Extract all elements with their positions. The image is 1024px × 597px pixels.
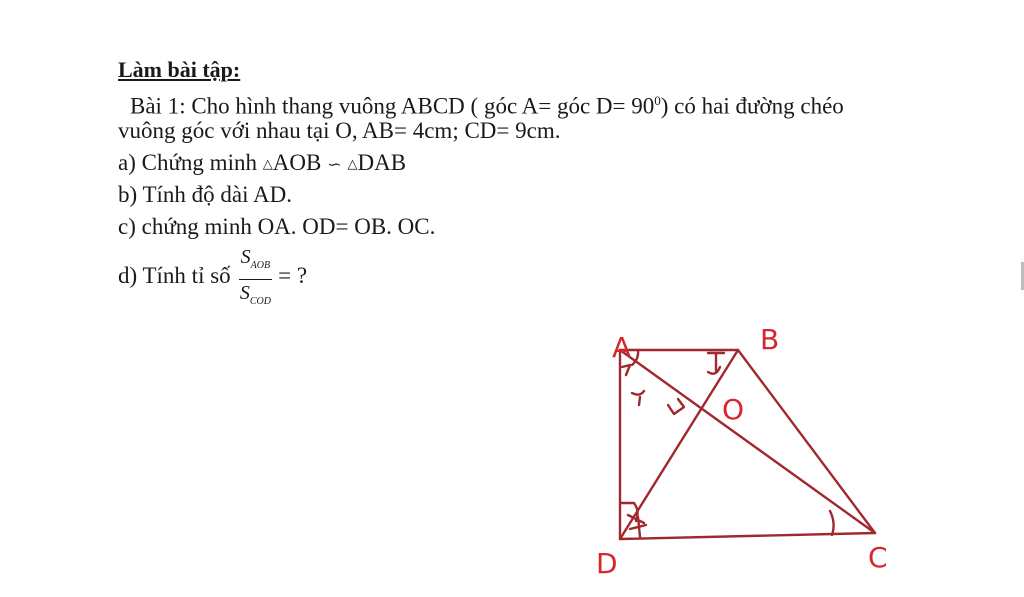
problem-text-1-end: ) có hai đường chéo	[660, 93, 844, 119]
area-ratio-fraction	[239, 246, 272, 313]
label-b: B	[760, 323, 780, 356]
angle-mark-a-inner	[622, 365, 630, 375]
label-c: C	[868, 541, 888, 574]
similar-symbol: ∽	[327, 155, 342, 175]
right-angle-o	[668, 399, 684, 414]
angle-mark-c	[830, 511, 834, 535]
triangle-dab: DAB	[357, 150, 407, 175]
fraction-denominator: $S_{COD}$	[239, 282, 271, 307]
triangle-symbol: △	[262, 157, 273, 172]
side-cd	[620, 533, 875, 539]
problem-text-1: Bài 1: Cho hình thang vuông ABCD ( góc A= góc D= 90	[130, 93, 655, 119]
angle-mark-b	[708, 353, 724, 374]
angle-mark-d-tick	[628, 515, 646, 537]
part-d-prefix: d) Tính tỉ số	[118, 262, 231, 288]
label-d: D	[596, 547, 618, 580]
fraction-numerator: $S_{AOB}$	[239, 246, 272, 280]
part-d-suffix: = ?	[278, 262, 308, 288]
label-a: A	[612, 331, 632, 364]
triangle-symbol: △	[347, 157, 358, 172]
problem-line-2: vuông góc với nhau tại O, AB= 4cm; CD= 9cm.	[118, 118, 561, 143]
exercise-title: Làm bài tập:	[118, 57, 241, 82]
part-a-prefix: a) Chứng minh	[118, 150, 263, 175]
label-o: O	[722, 393, 745, 426]
part-b: b) Tính độ dài AD.	[118, 182, 292, 207]
diagonal-ac	[620, 350, 875, 533]
part-a	[118, 148, 406, 180]
part-d	[118, 244, 307, 311]
triangle-aob: AOB	[272, 150, 322, 175]
trapezoid-figure	[560, 315, 900, 585]
angle-mark-a-tick	[632, 391, 644, 405]
part-c: c) chứng minh OA. OD= OB. OC.	[118, 214, 436, 239]
side-bc	[738, 350, 875, 533]
degree-mark: 0	[654, 93, 661, 108]
